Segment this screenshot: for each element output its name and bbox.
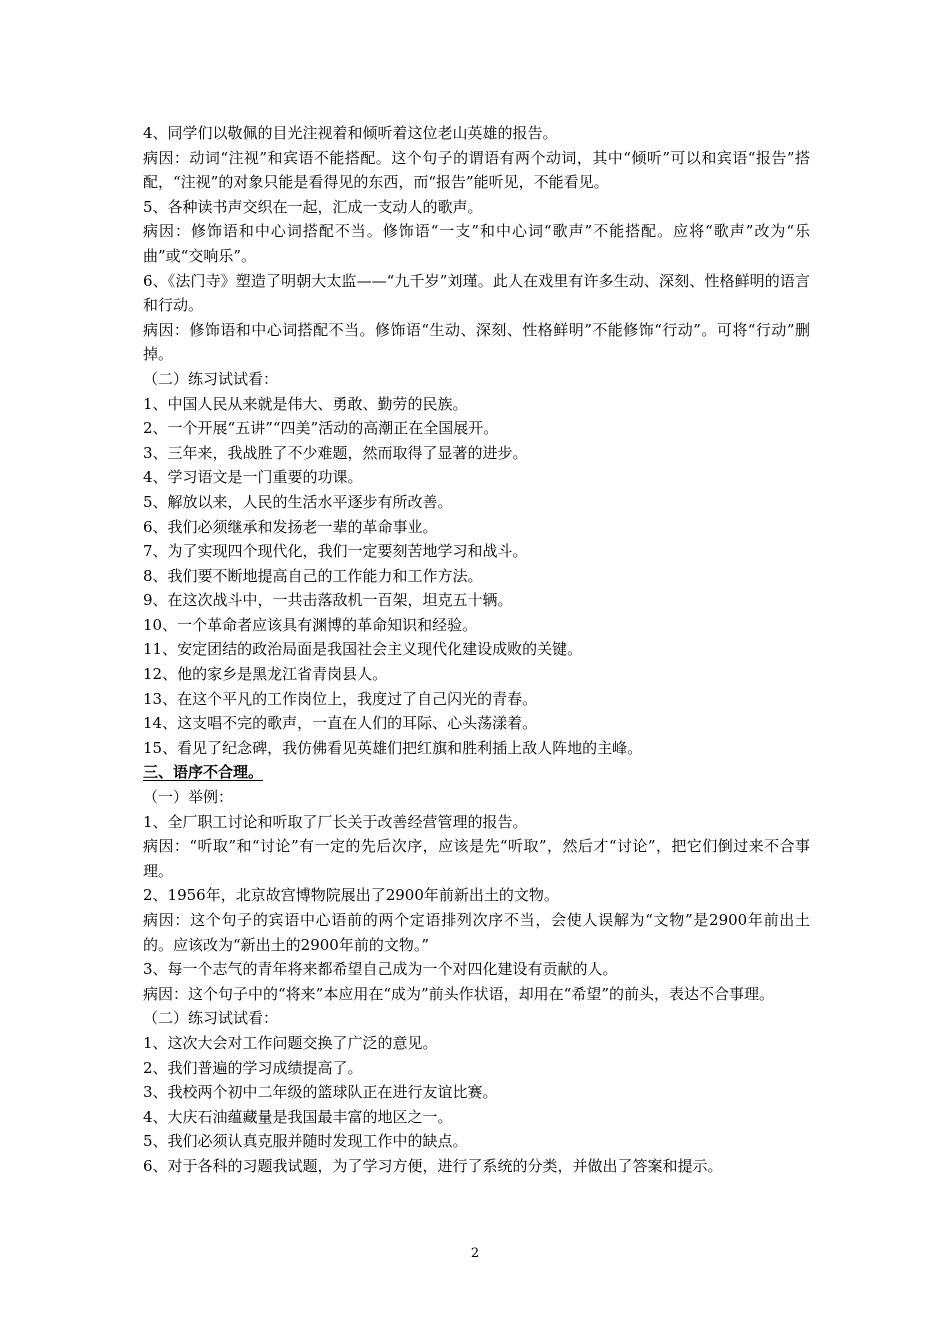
text-paragraph: 15、看见了纪念碑，我仿佛看见英雄们把红旗和胜利插上敌人阵地的主峰。: [143, 738, 643, 757]
text-paragraph: 7、为了实现四个现代化，我们一定要刻苦地学习和战斗。: [143, 542, 528, 561]
text-paragraph: 4、大庆石油蕴藏量是我国最丰富的地区之一。: [143, 1107, 453, 1126]
text-paragraph: 8、我们要不断地提高自己的工作能力和工作方法。: [143, 566, 483, 585]
text-paragraph: 5、解放以来，人民的生活水平逐步有所改善。: [143, 492, 453, 511]
text-paragraph: 9、在这次战斗中，一共击落敌机一百架，坦克五十辆。: [143, 591, 513, 610]
text-paragraph: 2、一个开展“五讲”“四美”活动的高潮正在全国展开。: [143, 419, 499, 438]
text-paragraph: 5、各种读书声交织在一起，汇成一支动人的歌声。: [143, 197, 483, 216]
text-paragraph: 6、《法门寺》塑造了明朝大太监——“九千岁”刘瑾。此人在戏里有许多生动、深刻、性格鲜明的语言和行动。: [143, 271, 810, 315]
text-paragraph: 6、我们必须继承和发扬老一辈的革命事业。: [143, 517, 438, 536]
text-paragraph: 5、我们必须认真克服并随时发现工作中的缺点。: [143, 1132, 468, 1151]
section-heading-text: 三、语序不合理。: [143, 763, 264, 782]
document-body: [143, 121, 810, 1179]
text-paragraph: 3、每一个志气的青年将来都希望自己成为一个对四化建设有贡献的人。: [143, 960, 618, 979]
text-paragraph: 14、这支唱不完的歌声，一直在人们的耳际、心头荡漾着。: [143, 714, 538, 733]
text-paragraph: 3、三年来，我战胜了不少难题，然而取得了显著的进步。: [143, 443, 528, 462]
text-paragraph: 病因：这个句子中的“将来”本应用在“成为”前头作状语，却用在“希望”的前头，表达不合事理。: [143, 984, 775, 1003]
text-paragraph: 4、同学们以敬佩的目光注视着和倾听着这位老山英雄的报告。: [143, 124, 558, 142]
text-paragraph: 1、中国人民从来就是伟大、勇敢、勤劳的民族。: [143, 394, 468, 413]
text-paragraph: 13、在这个平凡的工作岗位上，我度过了自己闪光的青春。: [143, 689, 538, 708]
text-paragraph: 病因：修饰语和中心词搭配不当。修饰语“一支”和中心词“歌声”不能搭配。应将“歌声”改为“乐曲”或“交响乐”。: [143, 222, 810, 265]
text-paragraph: 病因：“听取”和“讨论”有一定的先后次序，应该是先“听取”，然后才“讨论”，把它们倒过来不合事理。: [143, 837, 810, 880]
text-paragraph: 4、学习语文是一门重要的功课。: [143, 468, 363, 487]
text-paragraph: 病因：这个句子的宾语中心语前的两个定语排列次序不当，会使人误解为“文物”是2900年前出土的。应该改为“新出土的2900年前的文物。”: [143, 911, 810, 954]
text-paragraph: 2、我们普遍的学习成绩提高了。: [143, 1058, 363, 1077]
section-heading: [143, 760, 810, 785]
text-paragraph: 10、一个革命者应该具有渊博的革命知识和经验。: [143, 615, 478, 634]
text-paragraph: 11、安定团结的政治局面是我国社会主义现代化建设成败的关键。: [143, 640, 583, 659]
text-paragraph: 2、1956年，北京故宫博物院展出了2900年前新出土的文物。: [143, 886, 559, 905]
text-paragraph: 病因：动词“注视”和宾语不能搭配。这个句子的谓语有两个动词，其中“倾听”可以和宾语“报告”搭配，“注视”的对象只能是看得见的东西，而“报告”能听见，不能看见。: [143, 148, 810, 192]
text-paragraph: （一）举例：: [143, 788, 234, 807]
text-paragraph: 1、这次大会对工作问题交换了广泛的意见。: [143, 1033, 438, 1052]
text-paragraph: 6、对于各科的习题我试题，为了学习方便，进行了系统的分类，并做出了答案和提示。: [143, 1156, 723, 1175]
text-paragraph: 1、全厂职工讨论和听取了厂长关于改善经营管理的报告。: [143, 812, 528, 831]
text-paragraph: （二）练习试试看：: [143, 1009, 279, 1028]
text-paragraph: （二）练习试试看：: [143, 369, 279, 388]
text-paragraph: 3、我校两个初中二年级的篮球队正在进行友谊比赛。: [143, 1083, 498, 1102]
page-number: 2: [470, 1246, 480, 1261]
text-paragraph: 12、他的家乡是黑龙江省青岗县人。: [143, 665, 388, 684]
text-paragraph: 病因：修饰语和中心词搭配不当。修饰语“生动、深刻、性格鲜明”不能修饰“行动”。可将“行动”删掉。: [143, 320, 810, 364]
